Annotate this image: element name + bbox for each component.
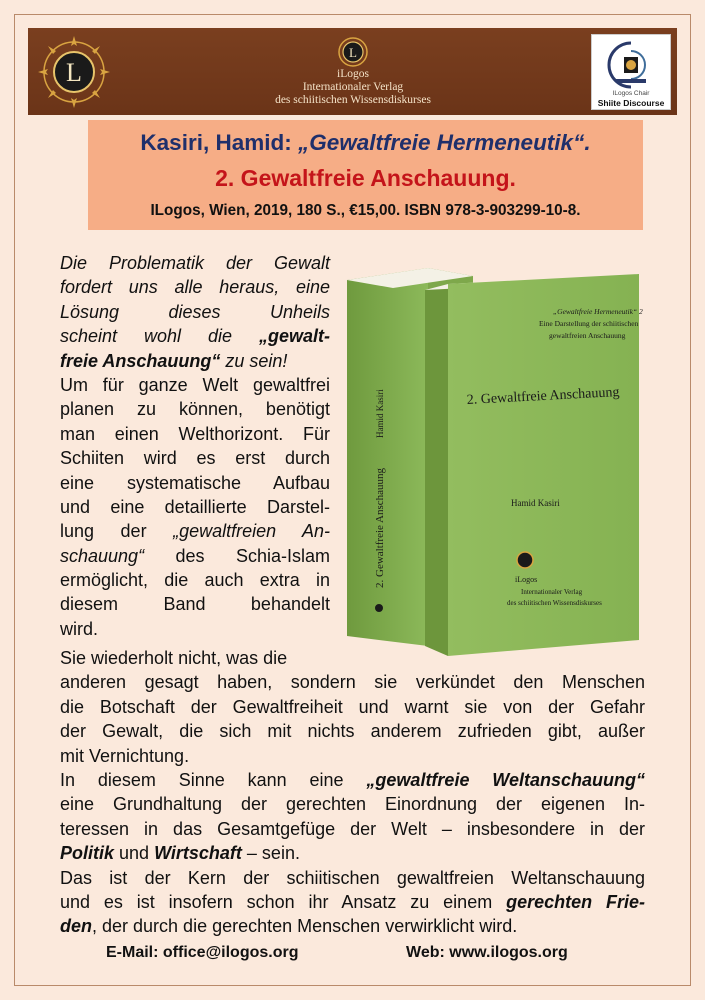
chair-caption: ILogos Chair [612, 90, 650, 97]
author-and-series-line [88, 130, 643, 156]
svg-text:L: L [349, 45, 357, 60]
text-line: Lösung dieses Unheils [60, 301, 330, 322]
cover-series-line-1: „Gewaltfreie Hermeneutik“ 2 [553, 307, 643, 316]
main-text [60, 646, 645, 939]
text-line: wird. [60, 618, 99, 639]
text-line: scheint wohl die „gewalt- [60, 326, 330, 347]
footer-web[interactable]: Web: www.ilogos.org [406, 944, 568, 961]
shiite-discourse-chair-logo [591, 34, 671, 110]
author-name: Kasiri, Hamid: [140, 130, 298, 155]
series-title: „Gewaltfreie Hermeneutik“. [297, 130, 591, 155]
footer-email[interactable]: E-Mail: office@ilogos.org [106, 944, 299, 961]
text-line: Sie wiederholt nicht, was die [60, 648, 288, 668]
text-line: ermöglicht, die auch extra in [60, 570, 330, 591]
publisher-line-1: Internationaler Verlag [302, 81, 404, 93]
publisher-header [28, 28, 677, 115]
book-title-box [88, 120, 643, 230]
text-line: der Gewalt, die sich mit nichts anderem zufrieden gibt, außer [60, 721, 645, 742]
chair-subtitle: Shiite Discourse [597, 98, 665, 108]
text-line: man einen Welthorizont. Für [60, 423, 330, 444]
text-line: Die Problematik der Gewalt [60, 253, 330, 273]
text-line: freie Anschauung“ zu sein! [60, 350, 288, 371]
text-line: den, der durch die gerechten Menschen verwirklicht wird. [60, 916, 518, 937]
back-spine-author: Hamid Kasiri [375, 389, 385, 438]
text-line: eine Grundhaltung der gerechten Einordnung der eigenen In- [60, 794, 645, 815]
volume-title: 2. Gewaltfreie Anschauung. [215, 165, 516, 191]
book-cover-image [343, 258, 643, 658]
publisher-brand: iLogos [337, 68, 369, 80]
text-line: anderen gesagt haben, sondern sie verkündet den Menschen [60, 672, 645, 693]
cover-series-line-2: Eine Darstellung der schiitischen [539, 319, 639, 328]
text-line: fordert uns alle heraus, eine [60, 277, 330, 298]
cover-logo-icon [517, 552, 533, 568]
text-line: schauung“ des Schia-Islam [60, 545, 330, 566]
publisher-line-2: des schiitischen Wissensdiskurses [275, 94, 431, 106]
back-spine-logo-icon [375, 604, 383, 612]
text-line: diesem Band behandelt [60, 594, 330, 615]
cover-series-line-3: gewaltfreien Anschauung [549, 331, 626, 340]
publication-details: ILogos, Wien, 2019, 180 S., €15,00. ISBN 978-3-903299-10-8. [150, 202, 581, 219]
publisher-block [228, 28, 478, 115]
text-line: teressen in das Gesamtgefüge der Welt – insbesondere in der [60, 818, 645, 839]
ilogos-emblem-logo [34, 32, 114, 112]
text-line: und eine detaillierte Darstel- [60, 496, 330, 517]
text-line: lung der „gewaltfreien An- [60, 521, 330, 542]
text-line: eine systematische Aufbau [60, 472, 330, 493]
intro-paragraph [60, 251, 330, 641]
ilogos-small-logo [337, 36, 369, 68]
text-line: In diesem Sinne kann eine „gewaltfreie Weltanschauung“ [60, 769, 645, 790]
text-line: und es ist insofern schon ihr Ansatz zu einem gerechten Frie- [60, 891, 645, 912]
text-line: planen zu können, benötigt [60, 399, 330, 420]
svg-text:L: L [66, 58, 82, 87]
text-line: mit Vernichtung. [60, 745, 190, 766]
text-line: Um für ganze Welt gewaltfrei [60, 374, 330, 395]
text-line: die Botschaft der Gewaltfreiheit und warnt sie von der Gefahr [60, 696, 645, 717]
cover-title: 2. Gewaltfreie Anschauung [466, 385, 620, 408]
cover-publisher: iLogos [515, 575, 538, 584]
back-spine-title: 2. Gewaltfreie Anschauung [374, 467, 386, 588]
text-line: Das ist der Kern der schiitischen gewaltfreien Weltanschauung [60, 867, 645, 888]
text-line: Politik und Wirtschaft – sein. [60, 843, 300, 864]
cover-author: Hamid Kasiri [511, 498, 560, 508]
cover-publisher-line-1: Internationaler Verlag [521, 588, 583, 596]
text-line: Schiiten wird es erst durch [60, 448, 330, 469]
cover-publisher-line-2: des schiitischen Wissensdiskurses [507, 599, 602, 607]
